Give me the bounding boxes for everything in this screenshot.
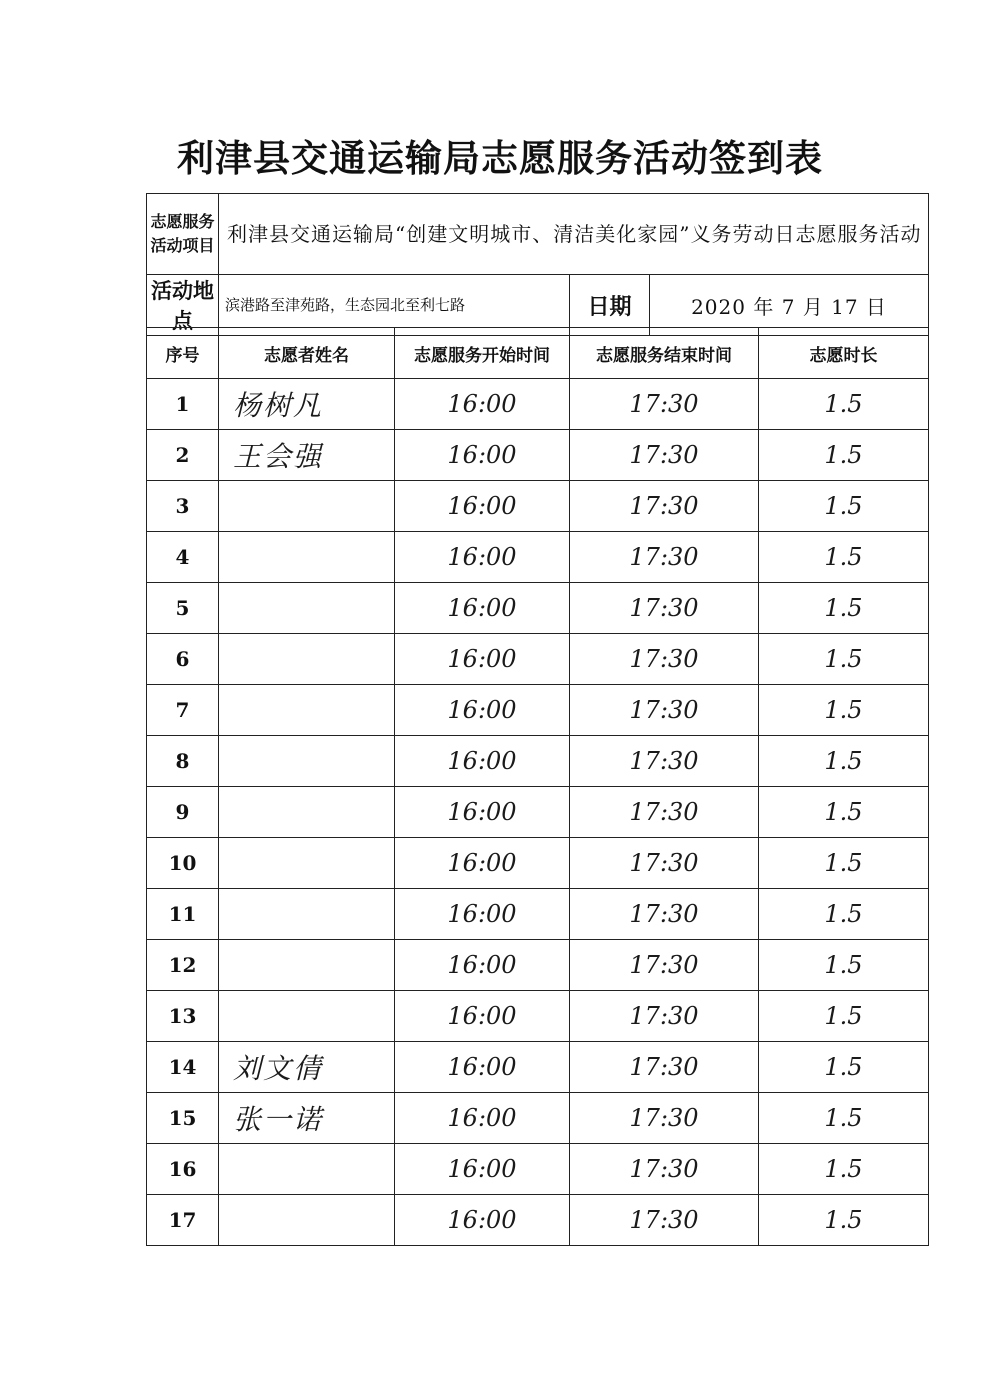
location-value: 滨港路至津苑路，生态园北至利七路 <box>219 275 570 336</box>
duration: 1.5 <box>759 634 929 685</box>
volunteer-signature: 张一诺 <box>219 1093 395 1144</box>
volunteer-signature <box>219 787 395 838</box>
start-time: 16:00 <box>395 838 570 889</box>
start-time: 16:00 <box>395 787 570 838</box>
volunteer-signature <box>219 685 395 736</box>
volunteer-signature: 王会强 <box>219 430 395 481</box>
duration: 1.5 <box>759 889 929 940</box>
start-time: 16:00 <box>395 1144 570 1195</box>
header-duration: 志愿时长 <box>759 328 929 379</box>
project-value: 利津县交通运输局“创建文明城市、清洁美化家园”义务劳动日志愿服务活动 <box>219 194 929 275</box>
volunteer-signature: 杨树凡 <box>219 379 395 430</box>
duration: 1.5 <box>759 1042 929 1093</box>
end-time: 17:30 <box>570 838 759 889</box>
header-index: 序号 <box>147 328 219 379</box>
start-time: 16:00 <box>395 430 570 481</box>
row-index: 5 <box>147 583 219 634</box>
row-index: 13 <box>147 991 219 1042</box>
start-time: 16:00 <box>395 532 570 583</box>
start-time: 16:00 <box>395 1195 570 1246</box>
row-index: 7 <box>147 685 219 736</box>
start-time: 16:00 <box>395 1042 570 1093</box>
duration: 1.5 <box>759 787 929 838</box>
end-time: 17:30 <box>570 736 759 787</box>
date-value: 2020 年 7 月 17 日 <box>650 275 929 336</box>
end-time: 17:30 <box>570 430 759 481</box>
table-row <box>147 1195 929 1246</box>
duration: 1.5 <box>759 685 929 736</box>
duration: 1.5 <box>759 532 929 583</box>
start-time: 16:00 <box>395 889 570 940</box>
end-time: 17:30 <box>570 379 759 430</box>
start-time: 16:00 <box>395 379 570 430</box>
start-time: 16:00 <box>395 583 570 634</box>
table-row <box>147 1144 929 1195</box>
duration: 1.5 <box>759 838 929 889</box>
start-time: 16:00 <box>395 991 570 1042</box>
row-index: 14 <box>147 1042 219 1093</box>
row-index: 2 <box>147 430 219 481</box>
row-index: 16 <box>147 1144 219 1195</box>
table-row <box>147 583 929 634</box>
start-time: 16:00 <box>395 1093 570 1144</box>
table-row <box>147 1042 929 1093</box>
end-time: 17:30 <box>570 940 759 991</box>
duration: 1.5 <box>759 1144 929 1195</box>
row-index: 17 <box>147 1195 219 1246</box>
start-time: 16:00 <box>395 736 570 787</box>
volunteer-signature: 刘文倩 <box>219 1042 395 1093</box>
header-row <box>147 328 929 379</box>
volunteer-signature <box>219 991 395 1042</box>
end-time: 17:30 <box>570 481 759 532</box>
table-row <box>147 430 929 481</box>
location-label: 活动地点 <box>147 275 219 336</box>
table-row <box>147 481 929 532</box>
table-row <box>147 787 929 838</box>
end-time: 17:30 <box>570 685 759 736</box>
table-row <box>147 1093 929 1144</box>
page-title: 利津县交通运输局志愿服务活动签到表 <box>177 136 823 180</box>
row-index: 11 <box>147 889 219 940</box>
volunteer-signature <box>219 889 395 940</box>
header-name: 志愿者姓名 <box>219 328 395 379</box>
table-row <box>147 532 929 583</box>
volunteer-rows <box>147 379 929 1246</box>
start-time: 16:00 <box>395 481 570 532</box>
volunteer-signature <box>219 532 395 583</box>
header-end: 志愿服务结束时间 <box>570 328 759 379</box>
table-row <box>147 991 929 1042</box>
duration: 1.5 <box>759 940 929 991</box>
table-row <box>147 379 929 430</box>
table-row <box>147 685 929 736</box>
end-time: 17:30 <box>570 1093 759 1144</box>
volunteer-signature <box>219 481 395 532</box>
table-row <box>147 838 929 889</box>
row-index: 6 <box>147 634 219 685</box>
duration: 1.5 <box>759 481 929 532</box>
duration: 1.5 <box>759 1195 929 1246</box>
duration: 1.5 <box>759 736 929 787</box>
volunteer-signature <box>219 940 395 991</box>
duration: 1.5 <box>759 991 929 1042</box>
duration: 1.5 <box>759 379 929 430</box>
volunteer-signature <box>219 634 395 685</box>
end-time: 17:30 <box>570 991 759 1042</box>
end-time: 17:30 <box>570 889 759 940</box>
volunteer-table <box>146 327 929 1246</box>
table-row <box>147 940 929 991</box>
project-row <box>147 194 929 275</box>
volunteer-signature <box>219 1195 395 1246</box>
end-time: 17:30 <box>570 532 759 583</box>
start-time: 16:00 <box>395 940 570 991</box>
volunteer-signature <box>219 583 395 634</box>
start-time: 16:00 <box>395 685 570 736</box>
table-row <box>147 889 929 940</box>
row-index: 12 <box>147 940 219 991</box>
row-index: 15 <box>147 1093 219 1144</box>
table-row <box>147 634 929 685</box>
row-index: 1 <box>147 379 219 430</box>
end-time: 17:30 <box>570 583 759 634</box>
table-row <box>147 736 929 787</box>
end-time: 17:30 <box>570 787 759 838</box>
volunteer-signature <box>219 838 395 889</box>
duration: 1.5 <box>759 430 929 481</box>
end-time: 17:30 <box>570 1144 759 1195</box>
end-time: 17:30 <box>570 1042 759 1093</box>
row-index: 4 <box>147 532 219 583</box>
sign-in-table <box>146 193 929 336</box>
row-index: 9 <box>147 787 219 838</box>
row-index: 10 <box>147 838 219 889</box>
end-time: 17:30 <box>570 634 759 685</box>
duration: 1.5 <box>759 1093 929 1144</box>
date-label: 日期 <box>570 275 650 336</box>
project-label: 志愿服务活动项目 <box>147 194 219 275</box>
start-time: 16:00 <box>395 634 570 685</box>
header-start: 志愿服务开始时间 <box>395 328 570 379</box>
end-time: 17:30 <box>570 1195 759 1246</box>
row-index: 8 <box>147 736 219 787</box>
row-index: 3 <box>147 481 219 532</box>
duration: 1.5 <box>759 583 929 634</box>
volunteer-signature <box>219 1144 395 1195</box>
volunteer-signature <box>219 736 395 787</box>
